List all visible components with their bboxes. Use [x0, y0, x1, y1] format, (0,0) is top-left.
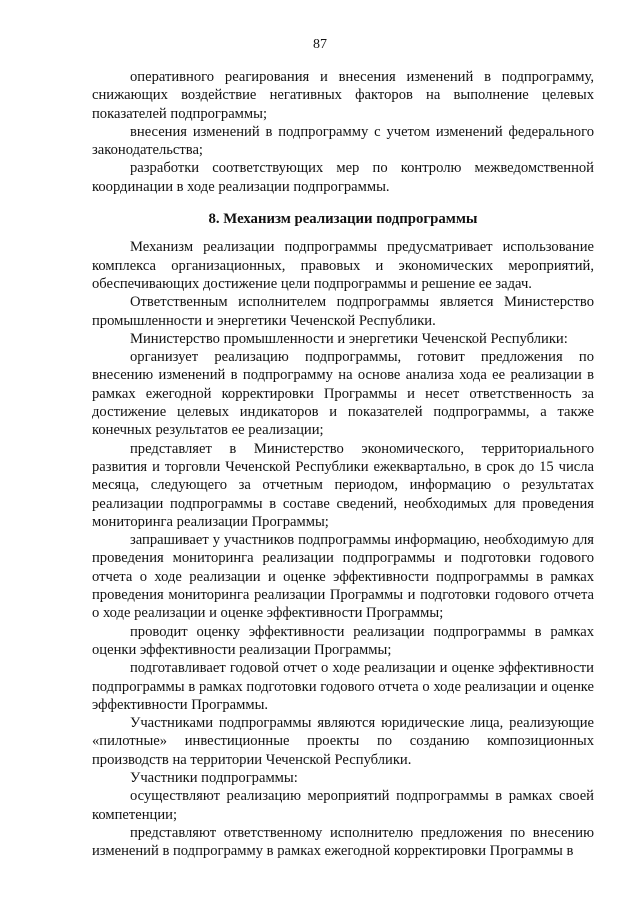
paragraph: Ответственным исполнителем подпрограммы является Министерство промышленности и энергетики Чеченской Республики.: [92, 294, 594, 329]
paragraph: проводит оценку эффективности реализации подпрограммы в рамках оценки эффективности реализации Программы;: [92, 623, 594, 658]
paragraph: Механизм реализации подпрограммы предусматривает использование комплекса организационных, правовых и экономических мероприятий, обеспечивающих достижение цели подпрограммы и решение ее задач.: [92, 239, 594, 292]
document-body: [92, 68, 594, 860]
paragraph: осуществляют реализацию мероприятий подпрограммы в рамках своей компетенции;: [92, 788, 594, 823]
paragraph: организует реализацию подпрограммы, готовит предложения по внесению изменений в подпрограмму на основе анализа хода ее реализации в рамках ежегодной корректировки Программы и несет ответственность за достижение целевых индикаторов и показателей подпрограммы, а также конечных результатов ее реализации;: [92, 349, 594, 439]
page-number: 87: [313, 37, 327, 52]
paragraph: представляет в Министерство экономического, территориального развития и торговли Чеченской Республики ежеквартально, в срок до 15 числа месяца, следующего за отчетным периодом, информацию о результатах реализации подпрограммы в составе сведений, необходимых для проведения мониторинга реализации Программы;: [92, 440, 594, 530]
paragraph: внесения изменений в подпрограмму с учетом изменений федерального законодательства;: [92, 123, 594, 159]
paragraph: Министерство промышленности и энергетики Чеченской Республики:: [130, 330, 568, 347]
paragraph: запрашивает у участников подпрограммы информацию, необходимую для проведения мониторинга реализации подпрограммы и подготовки годового отчета о ходе реализации и оценке эффективности подпрограммы в рамках проведения мониторинга реализации Программы и подготовки годового отчета о ходе реализации и оценке эффективности Программы;: [92, 532, 594, 622]
paragraph: представляют ответственному исполнителю предложения по внесению изменений в подпрограмму в рамках ежегодной корректировки Программы в: [92, 824, 594, 860]
paragraph: оперативного реагирования и внесения изменений в подпрограмму, снижающих воздействие негативных факторов на выполнение целевых показателей подпрограммы;: [92, 69, 594, 122]
section-heading: 8. Механизм реализации подпрограммы: [208, 211, 478, 228]
paragraph: разработки соответствующих мер по контролю межведомственной координации в ходе реализации подпрограммы.: [92, 160, 594, 195]
paragraph: Участники подпрограммы:: [130, 769, 298, 786]
paragraph: Участниками подпрограммы являются юридические лица, реализующие «пилотные» инвестиционные проекты по созданию композиционных производств на территории Чеченской Республики.: [92, 715, 594, 768]
paragraph: подготавливает годовой отчет о ходе реализации и оценке эффективности подпрограммы в рамках подготовки годового отчета о ходе реализации и оценке эффективности Программы.: [92, 660, 594, 713]
